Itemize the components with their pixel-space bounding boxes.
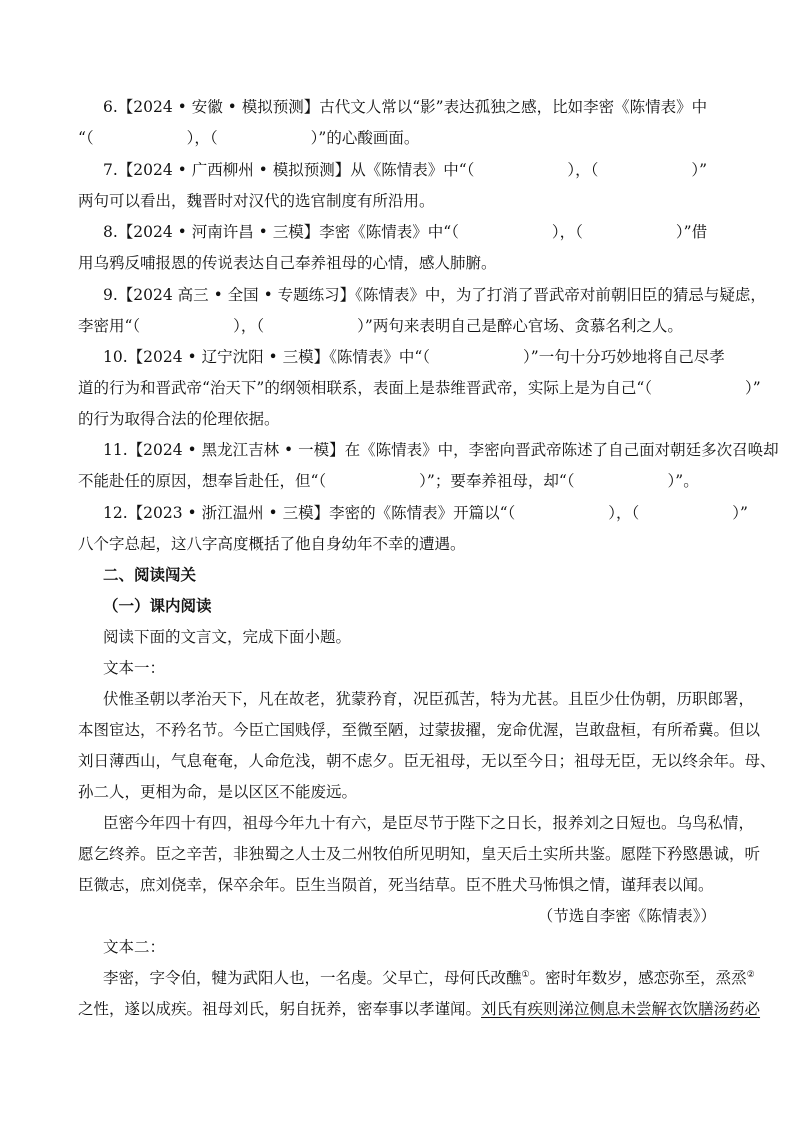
text1-para2-line1: 臣密今年四十有四，祖母今年九十有六，是臣尽节于陛下之日长，报养刘之日短也。乌鸟私情，	[103, 814, 755, 832]
footnote-1-marker: ①	[521, 969, 530, 980]
question-10-line-1: 10.【2024 • 辽宁沈阳 • 三模】《陈情表》中“（ ）”一句十分巧妙地将自己尽孝	[103, 348, 725, 366]
reading-instruction: 阅读下面的文言文，完成下面小题。	[103, 628, 352, 646]
text1-para2-line2: 愿乞终养。臣之辛苦，非独蜀之人士及二州牧伯所见明知，皇天后土实所共鉴。愿陛下矜愍愚诚，听	[78, 845, 761, 863]
text2-line1-part-a: 李密，字令伯，犍为武阳人也，一名虔。父早亡，母何氏改醮	[103, 969, 522, 987]
text2-line1-part-b: 。密时年数岁，感恋弥至，烝烝	[529, 969, 747, 987]
section-subheading: （一）课内阅读	[103, 597, 212, 615]
question-11-line-2: 不能赴任的原因，想奉旨赴任，但“（ ）”；要奉养祖母，却“（ ）”。	[78, 472, 699, 490]
question-7-line-1: 7.【2024 • 广西柳州 • 模拟预测】从《陈情表》中“（ ），（ ）”	[103, 161, 708, 179]
question-12-line-1: 12.【2023 • 浙江温州 • 三模】李密的《陈情表》开篇以“（ ），（ ）”	[103, 504, 748, 522]
text1-source: （节选自李密《陈情表》）	[537, 907, 716, 925]
text2-line2-part-a: 之性，遂以成疾。祖母刘氏，躬自抚养，密奉事以孝谨闻。	[78, 1000, 482, 1018]
question-7-line-2: 两句可以看出，魏晋时对汉代的选官制度有所沿用。	[78, 192, 435, 210]
question-6-line-2: “（ ），（ ）”的心酸画面。	[78, 129, 420, 147]
question-12-line-2: 八个字总起，这八字高度概括了他自身幼年不幸的遭遇。	[78, 535, 466, 553]
text1-para1-line1: 伏惟圣朝以孝治天下，凡在故老，犹蒙矜育，况臣孤苦，特为尤甚。且臣少仕伪朝，历职郎署，	[103, 690, 755, 708]
underlined-sentence: 刘氏有疾则涕泣侧息未尝解衣饮膳汤药必	[481, 1000, 761, 1018]
text1-label: 文本一：	[103, 659, 166, 677]
text2-line1	[103, 968, 755, 988]
question-8-line-1: 8.【2024 • 河南许昌 • 三模】李密《陈情表》中“（ ），（ ）”借	[103, 223, 708, 241]
text1-para1-line2: 本图宦达，不矜名节。今臣亡国贱俘，至微至陋，过蒙拔擢，宠命优渥，岂敢盘桓，有所希冀。但以	[78, 721, 761, 739]
question-8-line-2: 用乌鸦反哺报恩的传说表达自己奉养祖母的心情，感人肺腑。	[78, 254, 497, 272]
text1-para1-line4: 孙二人，更相为命，是以区区不能废远。	[78, 783, 358, 801]
question-10-line-3: 的行为取得合法的伦理依据。	[78, 410, 280, 428]
text1-para2-line3: 臣微志，庶刘侥幸，保卒余年。臣生当陨首，死当结草。臣不胜犬马怖惧之情，谨拜表以闻。	[78, 876, 714, 894]
footnote-2-marker: ②	[746, 969, 755, 980]
question-9-line-1: 9.【2024 高三 • 全国 • 专题练习】《陈情表》中，为了打消了晋武帝对前朝旧臣的猜忌与疑虑，	[103, 286, 766, 304]
question-11-line-1: 11.【2024 • 黑龙江吉林 • 一模】在《陈情表》中，李密向晋武帝陈述了自己面对朝廷多次召唤却	[103, 441, 779, 459]
text2-label: 文本二：	[103, 938, 166, 956]
section-heading: 二、阅读闯关	[103, 566, 197, 584]
text1-para1-line3: 刘日薄西山，气息奄奄，人命危浅，朝不虑夕。臣无祖母，无以至今日；祖母无臣，无以终余年。母、	[78, 752, 776, 770]
question-10-line-2: 道的行为和晋武帝“治天下”的纲领相联系，表面上是恭维晋武帝，实际上是为自己“（ ）”	[78, 379, 761, 397]
question-6-line-1: 6.【2024 • 安徽 • 模拟预测】古代文人常以“影”表达孤独之感，比如李密《陈情表》中	[103, 98, 708, 116]
question-9-line-2: 李密用“（ ），（ ）”两句来表明自己是醉心官场、贪慕名利之人。	[78, 317, 683, 335]
text2-line2	[78, 999, 760, 1019]
